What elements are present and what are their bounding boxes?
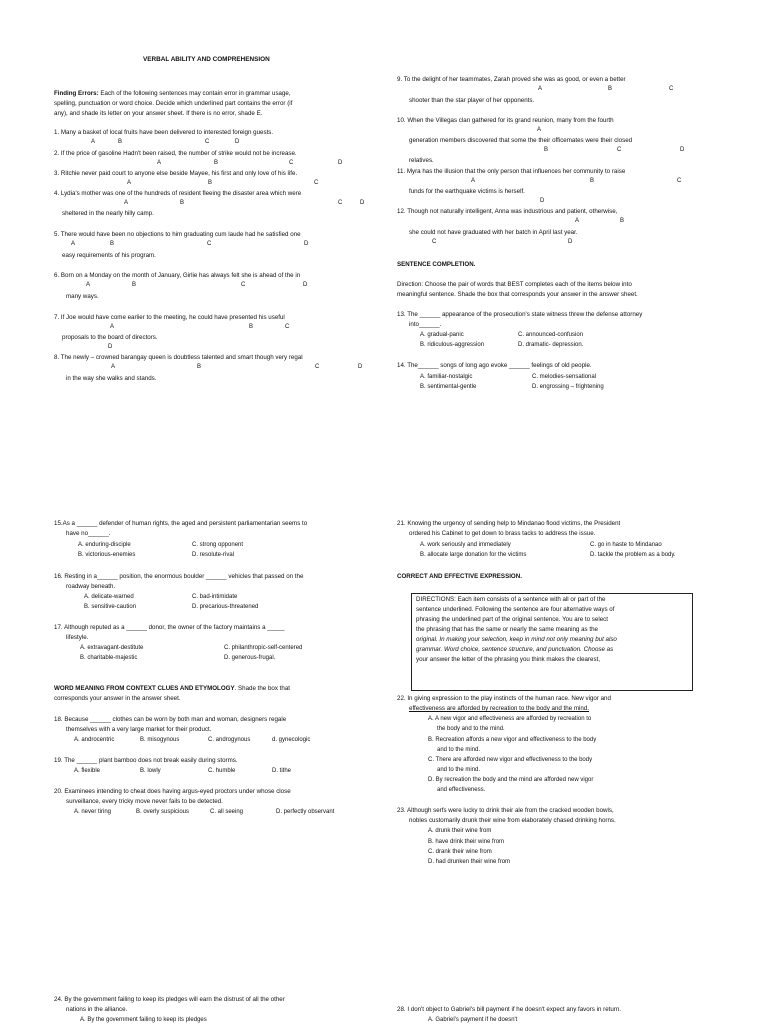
q22-option-d-cont: and effectiveness. [437,787,486,793]
q17-option-d: D. generous-frugal. [224,655,276,661]
directions-line-1: DIRECTIONS: Each item consists of a sentence with all or part of the [416,596,606,603]
question-12-cont: she could not have graduated with her batch in April last year. [409,229,578,236]
question-17: 17. Although reputed as a ______ donor, the owner of the factory maintains a _____ [54,624,285,631]
finding-errors-directions-line2: spelling, punctuation or word choice. Decide which underlined part contains the error (if [54,100,293,107]
q20-option-c: C. all seeing [210,809,244,815]
q10-choice-letters: A [537,127,542,133]
q17-option-b: B. charitable-majestic [80,655,138,661]
question-23: 23. Although serfs were lucky to drink their ale from the cracked wooden bowls, [397,807,614,814]
question-16: 16. Resting in a______ position, the enormous boulder ______ vehicles that passed on the [54,573,304,580]
question-2: 2. If the price of gasoline Hadn't been raised, the number of strike would not be increase. [54,150,297,157]
question-1: 1. Many a basket of local fruits have been delivered to interested foreign guests. [54,129,274,136]
correct-expression-heading: CORRECT AND EFFECTIVE EXPRESSION. [397,573,522,580]
directions-line-2: sentence underlined. Following the sentence are four alternative ways of [416,606,615,613]
q23-option-a: A. drunk their wine from [428,828,492,834]
q3-choice-letters: A B C [127,180,319,186]
question-7: 7. If Joe would have come earlier to the meeting, he could have presented his useful [54,314,285,321]
question-23-cont: nobles customarily drunk their wine from elaborately chased drinking horns. [409,817,616,824]
q23-option-b: B. have drink their wine from [428,839,505,845]
q20-option-d: D. perfectly observant [276,809,335,815]
q18-option-b: B. misogynous [140,737,180,743]
q7-choice-letters-2: D [108,344,113,350]
question-9: 9. To the delight of her teammates, Zarah proved she was as good, or even a better [397,76,626,83]
directions-line-7: your answer the letter of the phrasing you think makes the clearest, [416,656,601,663]
finding-errors-directions-line1: Finding Errors: Each of the following sentences may contain error in grammar usage, [54,90,291,97]
question-15-cont: have no______. [66,530,111,537]
q16-option-b: B. sensitive-caution [84,604,137,610]
q18-option-d: d. gynecologic [272,737,311,743]
q14-option-b: B. sentimental-gentle [420,384,477,390]
q22-option-c-cont: and to the mind. [437,767,481,773]
q11-choice-letters: A B C [471,178,682,184]
question-14: 14. The______ songs of long ago evoke ______ feelings of old people. [397,362,592,369]
q22-option-c: C. There are afforded new vigor and effectiveness to the body [428,757,593,763]
directions-line-4: the phrasing that has the same or nearly the same meaning as the [416,626,598,633]
question-10-cont: generation members discovered that some the their officemates were their closed [409,137,633,144]
q12-choice-letters: A B [575,218,625,224]
directions-line-5: original. In making your selection, keep in mind not only meaning but also [416,636,617,643]
question-9-cont: shooter than the star player of her opponents. [409,97,535,104]
q21-option-b: B. allocate large donation for the victims [420,552,527,558]
q11-choice-letters-2: D [540,198,545,204]
question-20: 20. Examinees intending to cheat does having argus-eyed proctors under whose close [54,788,291,795]
question-13: 13. The ______ appearance of the prosecution's state witness threw the defense attorney [397,311,643,318]
q14-option-c: C. melodies-sensational [532,374,597,380]
q23-option-d: D. had drunken their wine from [428,859,511,865]
sentence-completion-directions-1: Direction: Choose the pair of words that BEST completes each of the items below into [397,281,632,288]
q8-choice-letters: A B C D [111,364,363,370]
q17-option-c: C. philanthropic-self-centered [224,645,303,651]
word-meaning-heading: WORD MEANING FROM CONTEXT CLUES AND ETYMOLOGY. Shade the box that [54,685,290,692]
directions-line-6: grammar. Word choice, sentence structure, and punctuation. Choose as [416,646,614,653]
sentence-completion-heading: SENTENCE COMPLETION. [397,261,476,268]
question-3: 3. Ritchie never paid court to anyone else beside Mayee, his first and only love of his life. [54,170,298,177]
question-4-cont: sheltered in the nearly hilly camp. [62,210,154,217]
question-24: 24. By the government failing to keep its pledges will earn the distrust of all the other [54,996,285,1003]
q19-option-a: A. flexible [74,768,101,774]
question-22-cont: effectiveness are afforded by recreation to the body and the mind. [409,705,590,712]
question-22: 22. In giving expression to the play instincts of the human race. New vigor and [397,695,611,702]
q19-option-b: B. lowly [140,768,161,774]
q16-option-d: D. precarious-threatened [192,604,259,610]
q14-option-d: D. engrossing – frightening [532,384,604,390]
question-21: 21. Knowing the urgency of sending help to Mindanao flood victims, the President [397,520,621,527]
question-8-cont: in the way she walks and stands. [66,375,157,382]
q18-option-a: A. androcentric [74,737,115,743]
q22-option-b: B. Recreation affords a new vigor and effectiveness to the body [428,737,597,743]
question-11-cont: funds for the earthquake victims is herself. [409,188,525,195]
q22-option-b-cont: and to the mind. [437,747,481,753]
q15-option-b: B. victorious-enemies [78,552,136,558]
word-meaning-directions: corresponds your answer in the answer sheet. [54,695,181,702]
q21-option-d: D. tackle the problem as a body. [590,552,676,558]
q22-option-d: D. By recreation the body and the mind are afforded new vigor [428,777,594,783]
question-16-cont: roadway beneath. [66,583,116,590]
q2-choice-letters: A B C D [157,160,343,166]
question-17-cont: lifestyle. [66,634,89,641]
q13-option-c: C. announced-confusion [518,332,584,338]
question-20-cont: surveillance, every tricky move never fails to be detected. [66,798,223,805]
q16-option-a: A. delicate-warned [84,594,134,600]
q13-option-b: B. ridiculous-aggression [420,342,485,348]
q15-option-c: C. strong opponent [192,542,244,548]
question-18: 18. Because ______ clothes can be worn by both man and woman, designers regale [54,716,287,723]
q13-option-a: A. gradual-panic [420,332,464,338]
q17-option-a: A. extravagant-destitute [80,645,144,651]
q22-option-a: A. A new vigor and effectiveness are afforded by recreation to [428,716,592,722]
q20-option-b: B. overly suspicious [136,809,190,815]
q18-option-c: C. androgynous [208,737,251,743]
page-title: VERBAL ABILITY AND COMPREHENSION [143,56,270,63]
q15-option-d: D. resolute-rival [192,552,235,558]
finding-errors-directions-line3: any), and shade its letter on your answer sheet. If there is no error, shade E. [54,110,263,117]
question-18-cont: themselves with a very large market for their product. [66,726,212,733]
question-5-cont: easy requirements of his program. [62,252,156,259]
q20-option-a: A. never tiring [74,809,112,815]
question-4: 4. Lydia's mother was one of the hundreds of resident fleeing the disaster area which were [54,190,302,197]
q7-choice-letters: A B C [110,324,290,330]
question-6-cont: many ways. [66,293,99,300]
question-10: 10. When the Villegas clan gathered for its grand reunion, many from the fourth [397,117,614,124]
q19-option-d: D. tithe [272,768,292,774]
question-13-cont: into______. [409,321,442,328]
question-10-cont-2: relatives. [409,157,434,164]
q12-choice-letters-2: C D [432,239,573,245]
q6-choice-letters: A B C D [86,282,308,288]
q28-option-a: A. Gabriel's payment if he doesn't [428,1017,518,1023]
q21-option-a: A. work seriously and immediately [420,542,511,548]
question-15: 15.As a ______ defender of human rights, the aged and persistent parliamentarian seems to [54,520,308,527]
question-11: 11. Myra has the illusion that the only person that influences her community to raise [397,168,626,175]
question-24-cont: nations in the alliance. [66,1006,128,1013]
q21-option-c: C. go in haste to Mindanao [590,542,662,548]
question-8: 8. The newly – crowned barangay queen is doubtless talented and smart though very regal [54,354,303,361]
q13-option-d: D. dramatic- depression. [518,342,584,348]
q14-option-a: A. familiar-nostalgic [420,374,473,380]
question-28: 28. I don't object to Gabriel's bill payment if he doesn't expect any favors in return. [397,1006,622,1013]
q4-choice-letters: A B C D [124,200,365,206]
question-19: 19. The ______ plant bamboo does not break easily during storms. [54,757,238,764]
q24-option-a: A. By the government failing to keep its pledges [80,1017,207,1023]
q23-option-c: C. drank their wine from [428,849,492,855]
q22-option-a-cont: the body and to the mind. [437,726,505,732]
q5-choice-letters: A B C D [71,241,309,247]
q10-choice-letters-2: B C D [544,147,685,153]
q9-choice-letters: A B C [538,86,674,92]
question-5: 5. There would have been no objections to him graduating cum laude had he satisfied one [54,231,301,238]
question-12: 12. Though not naturally intelligent, Anna was industrious and patient, otherwise, [397,208,618,215]
question-21-cont: ordered his Cabinet to get down to brass tacks to address the issue. [409,530,596,537]
question-7-cont: proposals to the board of directors. [62,334,158,341]
question-6: 6. Born on a Monday on the month of January, Girlie has always felt she is ahead of the in [54,272,301,279]
q1-choice-letters: A B C D [91,139,240,145]
sentence-completion-directions-2: meaningful sentence. Shade the box that corresponds your answer in the answer sheet. [397,291,638,298]
q15-option-a: A. enduring-disciple [78,542,131,548]
directions-line-3: phrasing the underlined part of the original sentence. You are to select [416,616,608,623]
q16-option-c: C. bad-intimidate [192,594,238,600]
q19-option-c: C. humble [208,768,236,774]
